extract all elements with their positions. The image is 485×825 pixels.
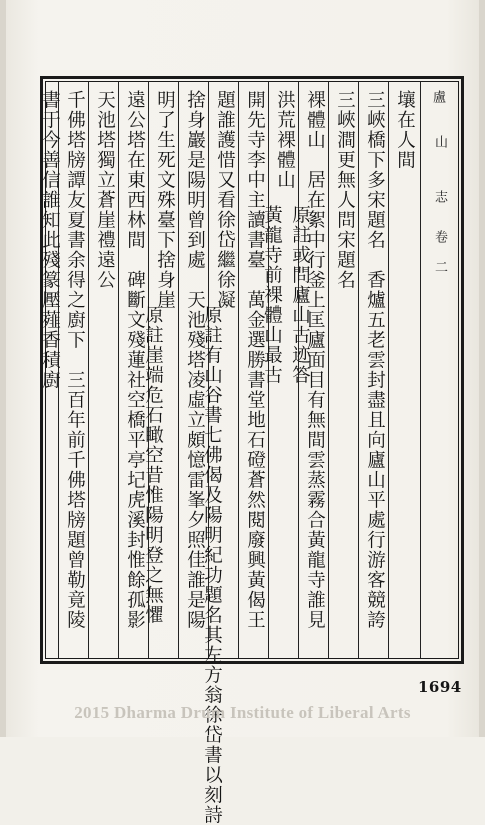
text-column-11: 天池塔獨立蒼崖禮遠公 [94, 90, 116, 290]
text-column-4: 裸體山 居在絮中行釜上匡廬面目有無間雲蒸霧合黃龍寺誰見 [304, 90, 326, 630]
text-column-8: 捨身巖是陽明曾到處 天池殘塔凌虛立頗憶雷峯夕照佳誰是陽 [184, 90, 206, 630]
text-column-9: 明了生死文殊臺下捨身崖 [154, 90, 176, 310]
column-rule [328, 82, 329, 658]
column-rule [238, 82, 239, 658]
gutter-mark-5: 二 [432, 260, 447, 273]
column-rule [178, 82, 179, 658]
text-column-2: 三峽橋下多宋題名 香爐五老雲封盡且向廬山平處行游客競誇 [364, 90, 386, 630]
text-column-6: 開先寺李中主讀書臺 萬金選勝書堂地石磴蒼然閱廢興黃偈王 [244, 90, 266, 630]
text-column-10: 遠公塔在東西林間 碑斷文殘蓮社空橋平亭圮虎溪封惟餘孤影 [124, 90, 146, 630]
gutter-rule [420, 82, 421, 658]
text-column-1: 壤在人間 [394, 90, 416, 170]
annotation-note: 原註有山谷書七佛偈及陽明紀功題名其左方翁徐岱書以刻詩 [201, 305, 223, 825]
annotation-note: 原註或問廬山古迹答 [289, 205, 311, 385]
text-column-3: 三峽澗更無人問宋題名 [334, 90, 356, 290]
column-rule [388, 82, 389, 658]
gutter-mark-1: 盧 [430, 90, 445, 103]
gutter-mark-2: 山 [432, 135, 447, 148]
text-column-13: 書于今善信誰知此殘篆壓薤香積廚 [39, 90, 61, 390]
gutter-mark-4: 卷 [432, 230, 447, 243]
page-edge-right [479, 0, 485, 737]
text-column-7: 題誰護惜又看徐岱繼徐凝 [214, 90, 236, 310]
page-edge-left [0, 0, 6, 737]
column-rule [118, 82, 119, 658]
column-rule [88, 82, 89, 658]
page-number: 1694 [418, 678, 462, 696]
column-rule [358, 82, 359, 658]
annotation-note: 原註崖端危石瞰空昔惟陽明登之無懼 [142, 305, 164, 625]
annotation-note: 黃龍寺前裸體山最古 [261, 205, 283, 385]
text-column-12: 千佛塔牓譚友夏書余得之廚下 三百年前千佛塔牓題曾勒竟陵 [64, 90, 86, 630]
watermark: 2015 Dharma Drum Institute of Liberal Arts [74, 703, 411, 722]
gutter-mark-3: 志 [432, 190, 447, 203]
text-column-5: 洪荒裸體山 [274, 90, 296, 190]
